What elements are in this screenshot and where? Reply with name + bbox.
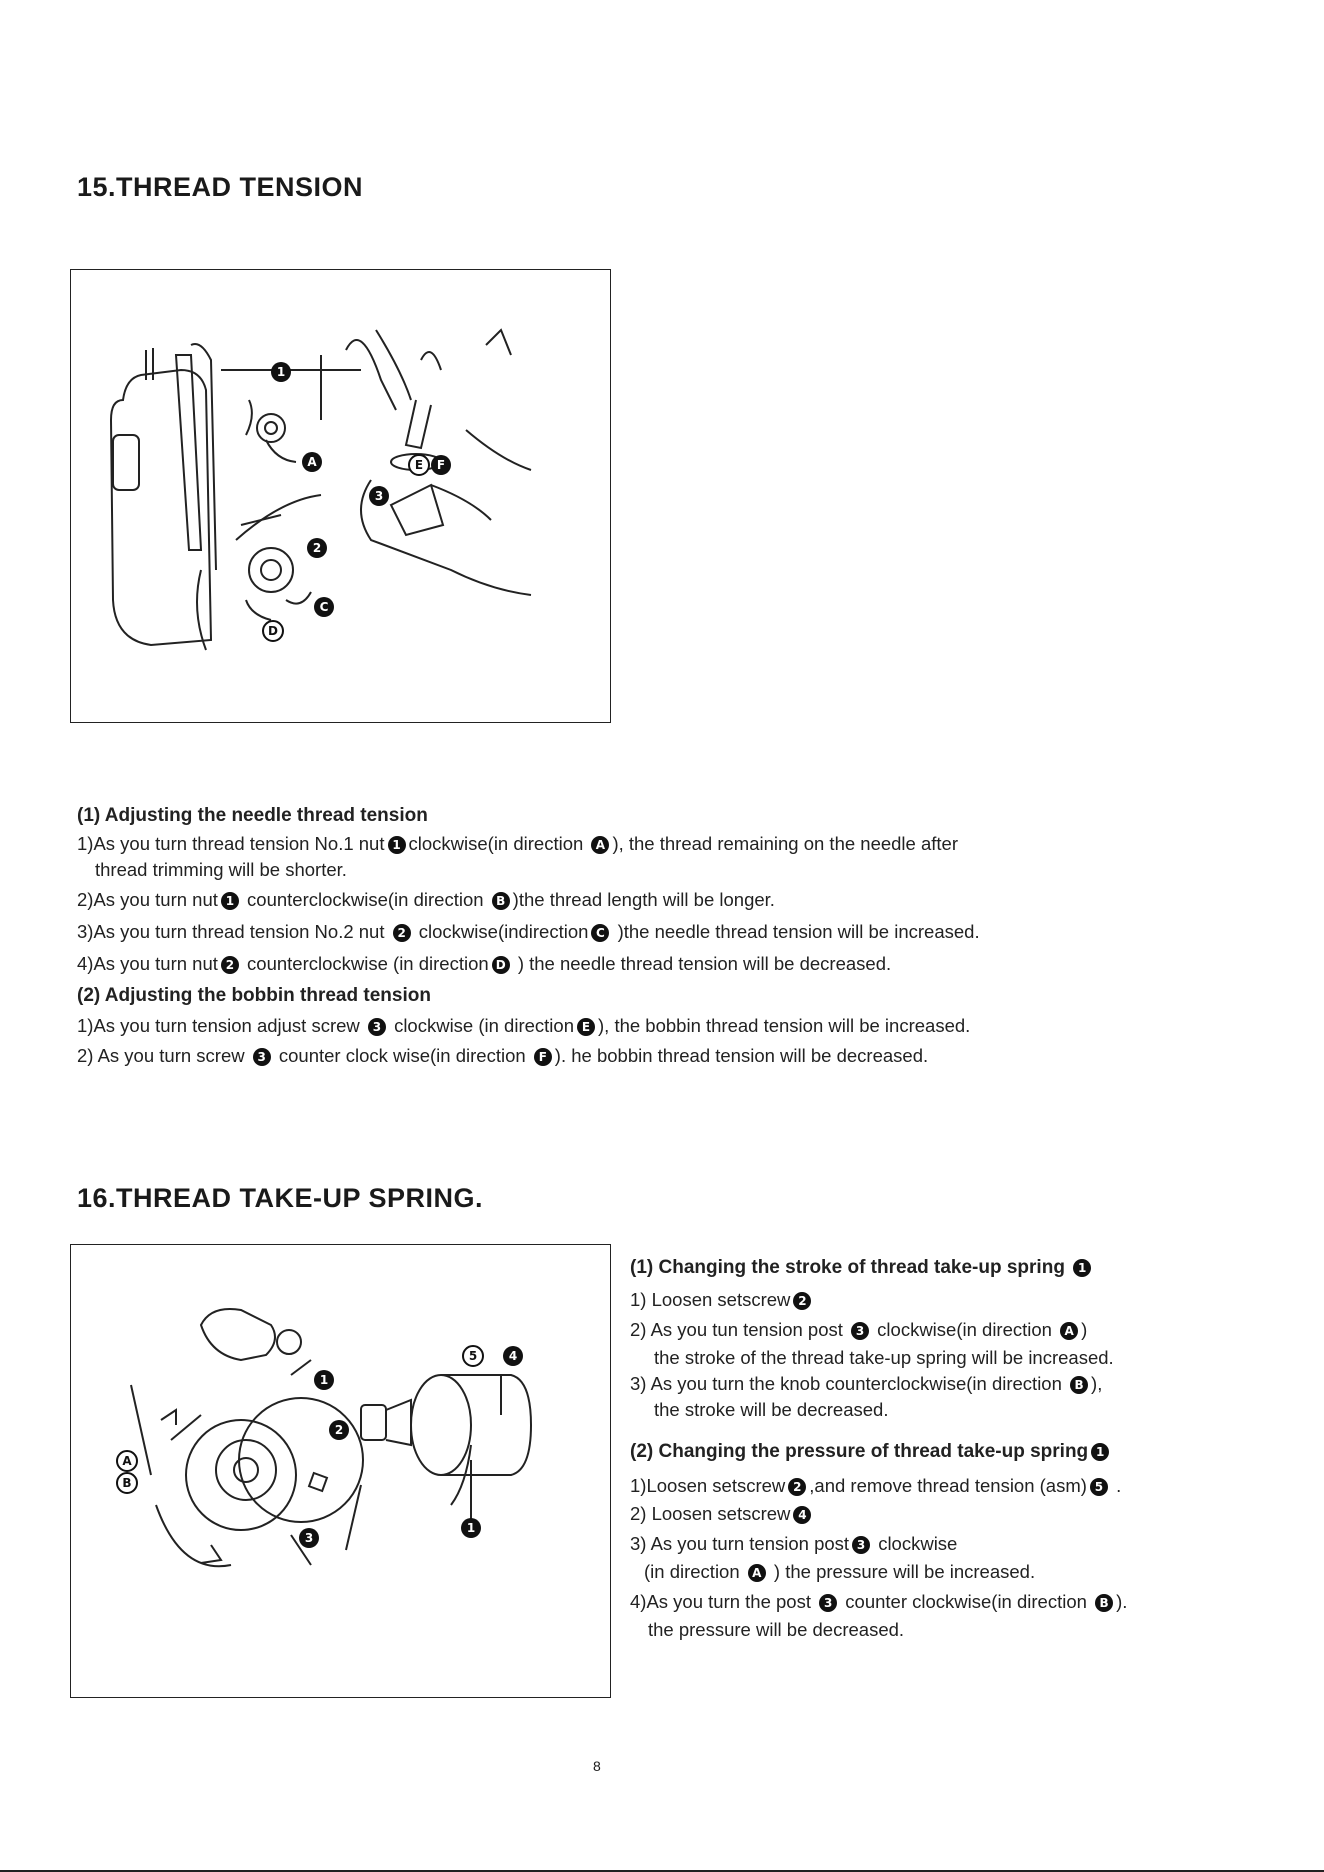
- section-15-title: 15.THREAD TENSION: [77, 172, 364, 202]
- instruction-text: ): [1081, 1319, 1088, 1340]
- thread-tension-figure: [70, 269, 611, 723]
- marker-B-badge: B: [492, 892, 510, 910]
- thread-tension-illustration: [71, 270, 609, 721]
- marker-5-badge: 5: [1090, 1478, 1108, 1496]
- marker-1-badge: 1: [388, 836, 406, 854]
- marker-E-badge: E: [577, 1018, 595, 1036]
- marker-5: 5: [468, 1349, 478, 1363]
- marker-C-badge: C: [591, 924, 609, 942]
- take-up-spring-figure: [70, 1244, 611, 1698]
- instruction-text: ), the thread remaining on the needle after: [612, 833, 958, 854]
- marker-1-badge: 1: [1091, 1443, 1109, 1461]
- take-up-spring-instructions: [630, 1256, 1320, 1676]
- instruction-text: 2)As you turn nut: [77, 889, 218, 910]
- instruction-text: ,and remove thread tension (asm): [809, 1475, 1087, 1496]
- marker-2-badge: 2: [788, 1478, 806, 1496]
- marker-2-badge: 2: [221, 956, 239, 974]
- marker-1: 1: [319, 1373, 329, 1387]
- instruction-text: clockwise: [878, 1533, 958, 1554]
- marker-1-badge: 1: [1073, 1259, 1091, 1277]
- marker-A-badge: A: [591, 836, 609, 854]
- marker-E: E: [414, 458, 424, 472]
- take-up-spring-illustration: [71, 1245, 609, 1696]
- instruction-text: the pressure will be decreased.: [648, 1619, 905, 1640]
- marker-3-badge: 3: [253, 1048, 271, 1066]
- instruction-text: 4)As you turn the post: [630, 1591, 811, 1612]
- instruction-text: 3) As you turn the knob counterclockwise(in direction: [630, 1373, 1062, 1394]
- marker-D: D: [268, 624, 278, 638]
- instruction-text: 1)As you turn tension adjust screw: [77, 1015, 360, 1036]
- marker-3-badge: 3: [852, 1536, 870, 1554]
- marker-A: A: [307, 455, 317, 469]
- marker-F-badge: F: [534, 1048, 552, 1066]
- stroke-heading: (1) Changing the stroke of thread take-up spring: [630, 1257, 1065, 1278]
- needle-tension-heading: (1) Adjusting the needle thread tension: [77, 805, 428, 826]
- instruction-text: )the needle thread tension will be increased.: [617, 921, 980, 942]
- instruction-text: 1)As you turn thread tension No.1 nut: [77, 833, 385, 854]
- section-16-title: 16.THREAD TAKE-UP SPRING.: [77, 1183, 484, 1213]
- marker-3-badge: 3: [368, 1018, 386, 1036]
- marker-F: F: [436, 458, 446, 472]
- marker-C: C: [319, 600, 329, 614]
- marker-D-badge: D: [492, 956, 510, 974]
- instruction-text: 1) Loosen setscrew: [630, 1289, 791, 1310]
- instruction-text: ).: [1116, 1591, 1128, 1612]
- marker-2-badge: 2: [793, 1292, 811, 1310]
- instruction-text: )the thread length will be longer.: [512, 889, 775, 910]
- instruction-text: ). he bobbin thread tension will be decreased.: [554, 1045, 929, 1066]
- instruction-text: clockwise(in direction: [408, 833, 584, 854]
- marker-2: 2: [334, 1423, 344, 1437]
- instruction-text: 2) Loosen setscrew: [630, 1503, 791, 1524]
- marker-B: B: [122, 1476, 132, 1490]
- marker-A: A: [122, 1454, 132, 1468]
- instruction-text: clockwise (in direction: [394, 1015, 574, 1036]
- marker-1: 1: [276, 365, 286, 379]
- marker-3-badge: 3: [851, 1322, 869, 1340]
- marker-3-badge: 3: [819, 1594, 837, 1612]
- instruction-text: (in direction: [644, 1561, 740, 1582]
- bobbin-tension-heading: (2) Adjusting the bobbin thread tension: [77, 985, 431, 1006]
- instruction-text: counter clock wise(in direction: [278, 1045, 526, 1066]
- thread-tension-instructions: [77, 804, 1257, 1094]
- instruction-text: counter clockwise(in direction: [845, 1591, 1087, 1612]
- marker-1-lower: 1: [466, 1521, 476, 1535]
- instruction-text: 4)As you turn nut: [77, 953, 218, 974]
- instruction-text: counterclockwise (in direction: [247, 953, 489, 974]
- marker-3: 3: [374, 489, 384, 503]
- marker-1-badge: 1: [221, 892, 239, 910]
- instruction-text: ),: [1091, 1373, 1103, 1394]
- marker-A-badge: A: [748, 1564, 766, 1582]
- instruction-text: the stroke will be decreased.: [654, 1399, 889, 1420]
- instruction-text: clockwise(indirection: [418, 921, 589, 942]
- marker-3: 3: [304, 1531, 314, 1545]
- marker-4: 4: [508, 1349, 518, 1363]
- pressure-heading: (2) Changing the pressure of thread take-up spring: [630, 1441, 1089, 1462]
- marker-A-badge: A: [1060, 1322, 1078, 1340]
- instruction-text: ) the needle thread tension will be decreased.: [517, 953, 892, 974]
- instruction-text: clockwise(in direction: [877, 1319, 1052, 1340]
- instruction-text: ) the pressure will be increased.: [773, 1561, 1036, 1582]
- instruction-text: 3) As you turn tension post: [630, 1533, 850, 1554]
- instruction-text: 2) As you tun tension post: [630, 1319, 843, 1340]
- instruction-text: ), the bobbin thread tension will be increased.: [598, 1015, 971, 1036]
- instruction-text: 1)Loosen setscrew: [630, 1475, 786, 1496]
- instruction-text: the stroke of the thread take-up spring will be increased.: [654, 1347, 1114, 1368]
- instruction-text: .: [1116, 1475, 1122, 1496]
- instruction-text: 3)As you turn thread tension No.2 nut: [77, 921, 385, 942]
- marker-B-badge: B: [1070, 1376, 1088, 1394]
- instruction-text: 2) As you turn screw: [77, 1045, 245, 1066]
- instruction-text: thread trimming will be shorter.: [95, 859, 347, 880]
- marker-2: 2: [312, 541, 322, 555]
- marker-B-badge: B: [1095, 1594, 1113, 1612]
- marker-2-badge: 2: [393, 924, 411, 942]
- marker-4-badge: 4: [793, 1506, 811, 1524]
- page-number: 8: [593, 1758, 601, 1774]
- instruction-text: counterclockwise(in direction: [247, 889, 484, 910]
